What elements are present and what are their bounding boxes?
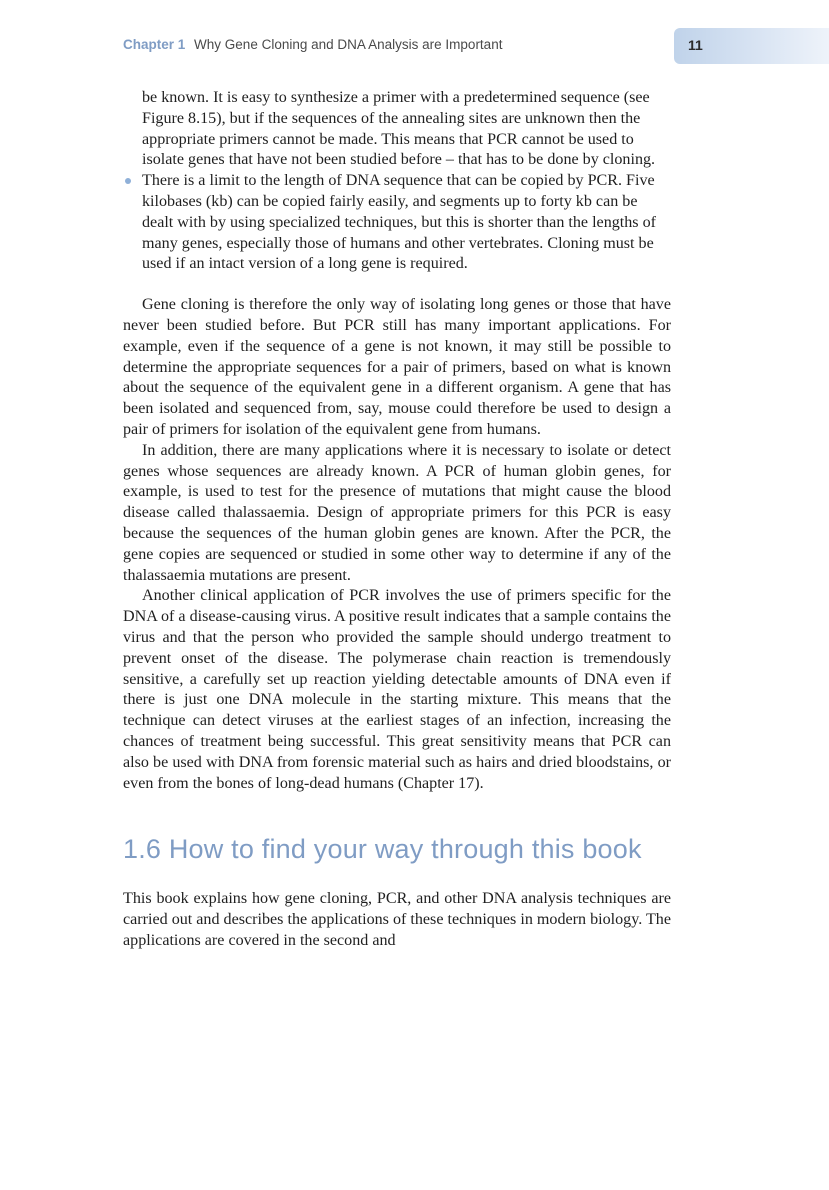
bullet-dot-icon: [125, 178, 131, 184]
page-number-tab: [674, 28, 829, 64]
page-number: 11: [688, 37, 703, 53]
page-header: [0, 0, 829, 66]
chapter-title: Why Gene Cloning and DNA Analysis are Important: [194, 37, 503, 52]
body-paragraph: Another clinical application of PCR involves the use of primers specific for the DNA of a disease-causing virus. A positive result indicates that a sample contains the virus and that the person who provided the sample should undergo treatment to prevent onset of the disease. The polymerase chain reaction is tremendously sensitive, a carefully set up reaction yielding detectable amounts of DNA even if there is just one DNA molecule in the starting mixture. This means that the technique can detect viruses at the earliest stages of an infection, increasing the chances of treatment being successful. This great sensitivity means that PCR can also be used with DNA from forensic material such as hairs and dried bloodstains, or even from the bones of long-dead humans (Chapter 17).: [123, 587, 671, 792]
body-paragraph: In addition, there are many applications where it is necessary to isolate or detect genes whose sequences are already known. A PCR of human globin genes, for example, is used to test for the presence of mutations that might cause the blood disease called thalassaemia. Design of appropriate primers for this PCR is easy because the sequences of the human globin genes are known. After the PCR, the gene copies are sequenced or studied in some other way to determine if any of the thalassaemia mutations are present.: [123, 441, 671, 584]
section-paragraph: This book explains how gene cloning, PCR, and other DNA analysis techniques are carried out and describes the applications of these techniques in modern biology. The applications are covered in the second and: [123, 890, 671, 949]
body-paragraph: Gene cloning is therefore the only way of isolating long genes or those that have never been studied before. But PCR still has many important applications. For example, even if the sequence of a gene is not known, it may still be possible to determine the appropriate sequences for a pair of primers, based on what is known about the sequence of the equivalent gene in a different organism. A gene that has been isolated and sequenced from, say, mouse could therefore be used to design a pair of primers for isolation of the equivalent gene from humans.: [123, 296, 671, 438]
bullet-text: be known. It is easy to synthesize a primer with a predetermined sequence (see Figure 8.15), but if the sequences of the annealing sites are unknown then the appropriate primers cannot be made. This means that PCR cannot be used to isolate genes that have not been studied before – that has to be done by cloning.: [142, 89, 656, 169]
bullet-item: [123, 171, 671, 275]
bullet-text: There is a limit to the length of DNA sequence that can be copied by PCR. Five kilobases (kb) can be copied fairly easily, and segments up to forty kb can be dealt with by using specialized techniques, but this is shorter than the lengths of many genes, especially those of humans and other vertebrates. Cloning must be used if an intact version of a long gene is required.: [142, 172, 657, 273]
running-head: [123, 37, 502, 52]
page-body: [123, 88, 671, 952]
bullet-item-continued: [123, 88, 671, 171]
chapter-label: Chapter 1: [123, 37, 186, 52]
bullet-list: [123, 88, 671, 275]
section-heading: 1.6 How to find your way through this book: [123, 834, 642, 865]
